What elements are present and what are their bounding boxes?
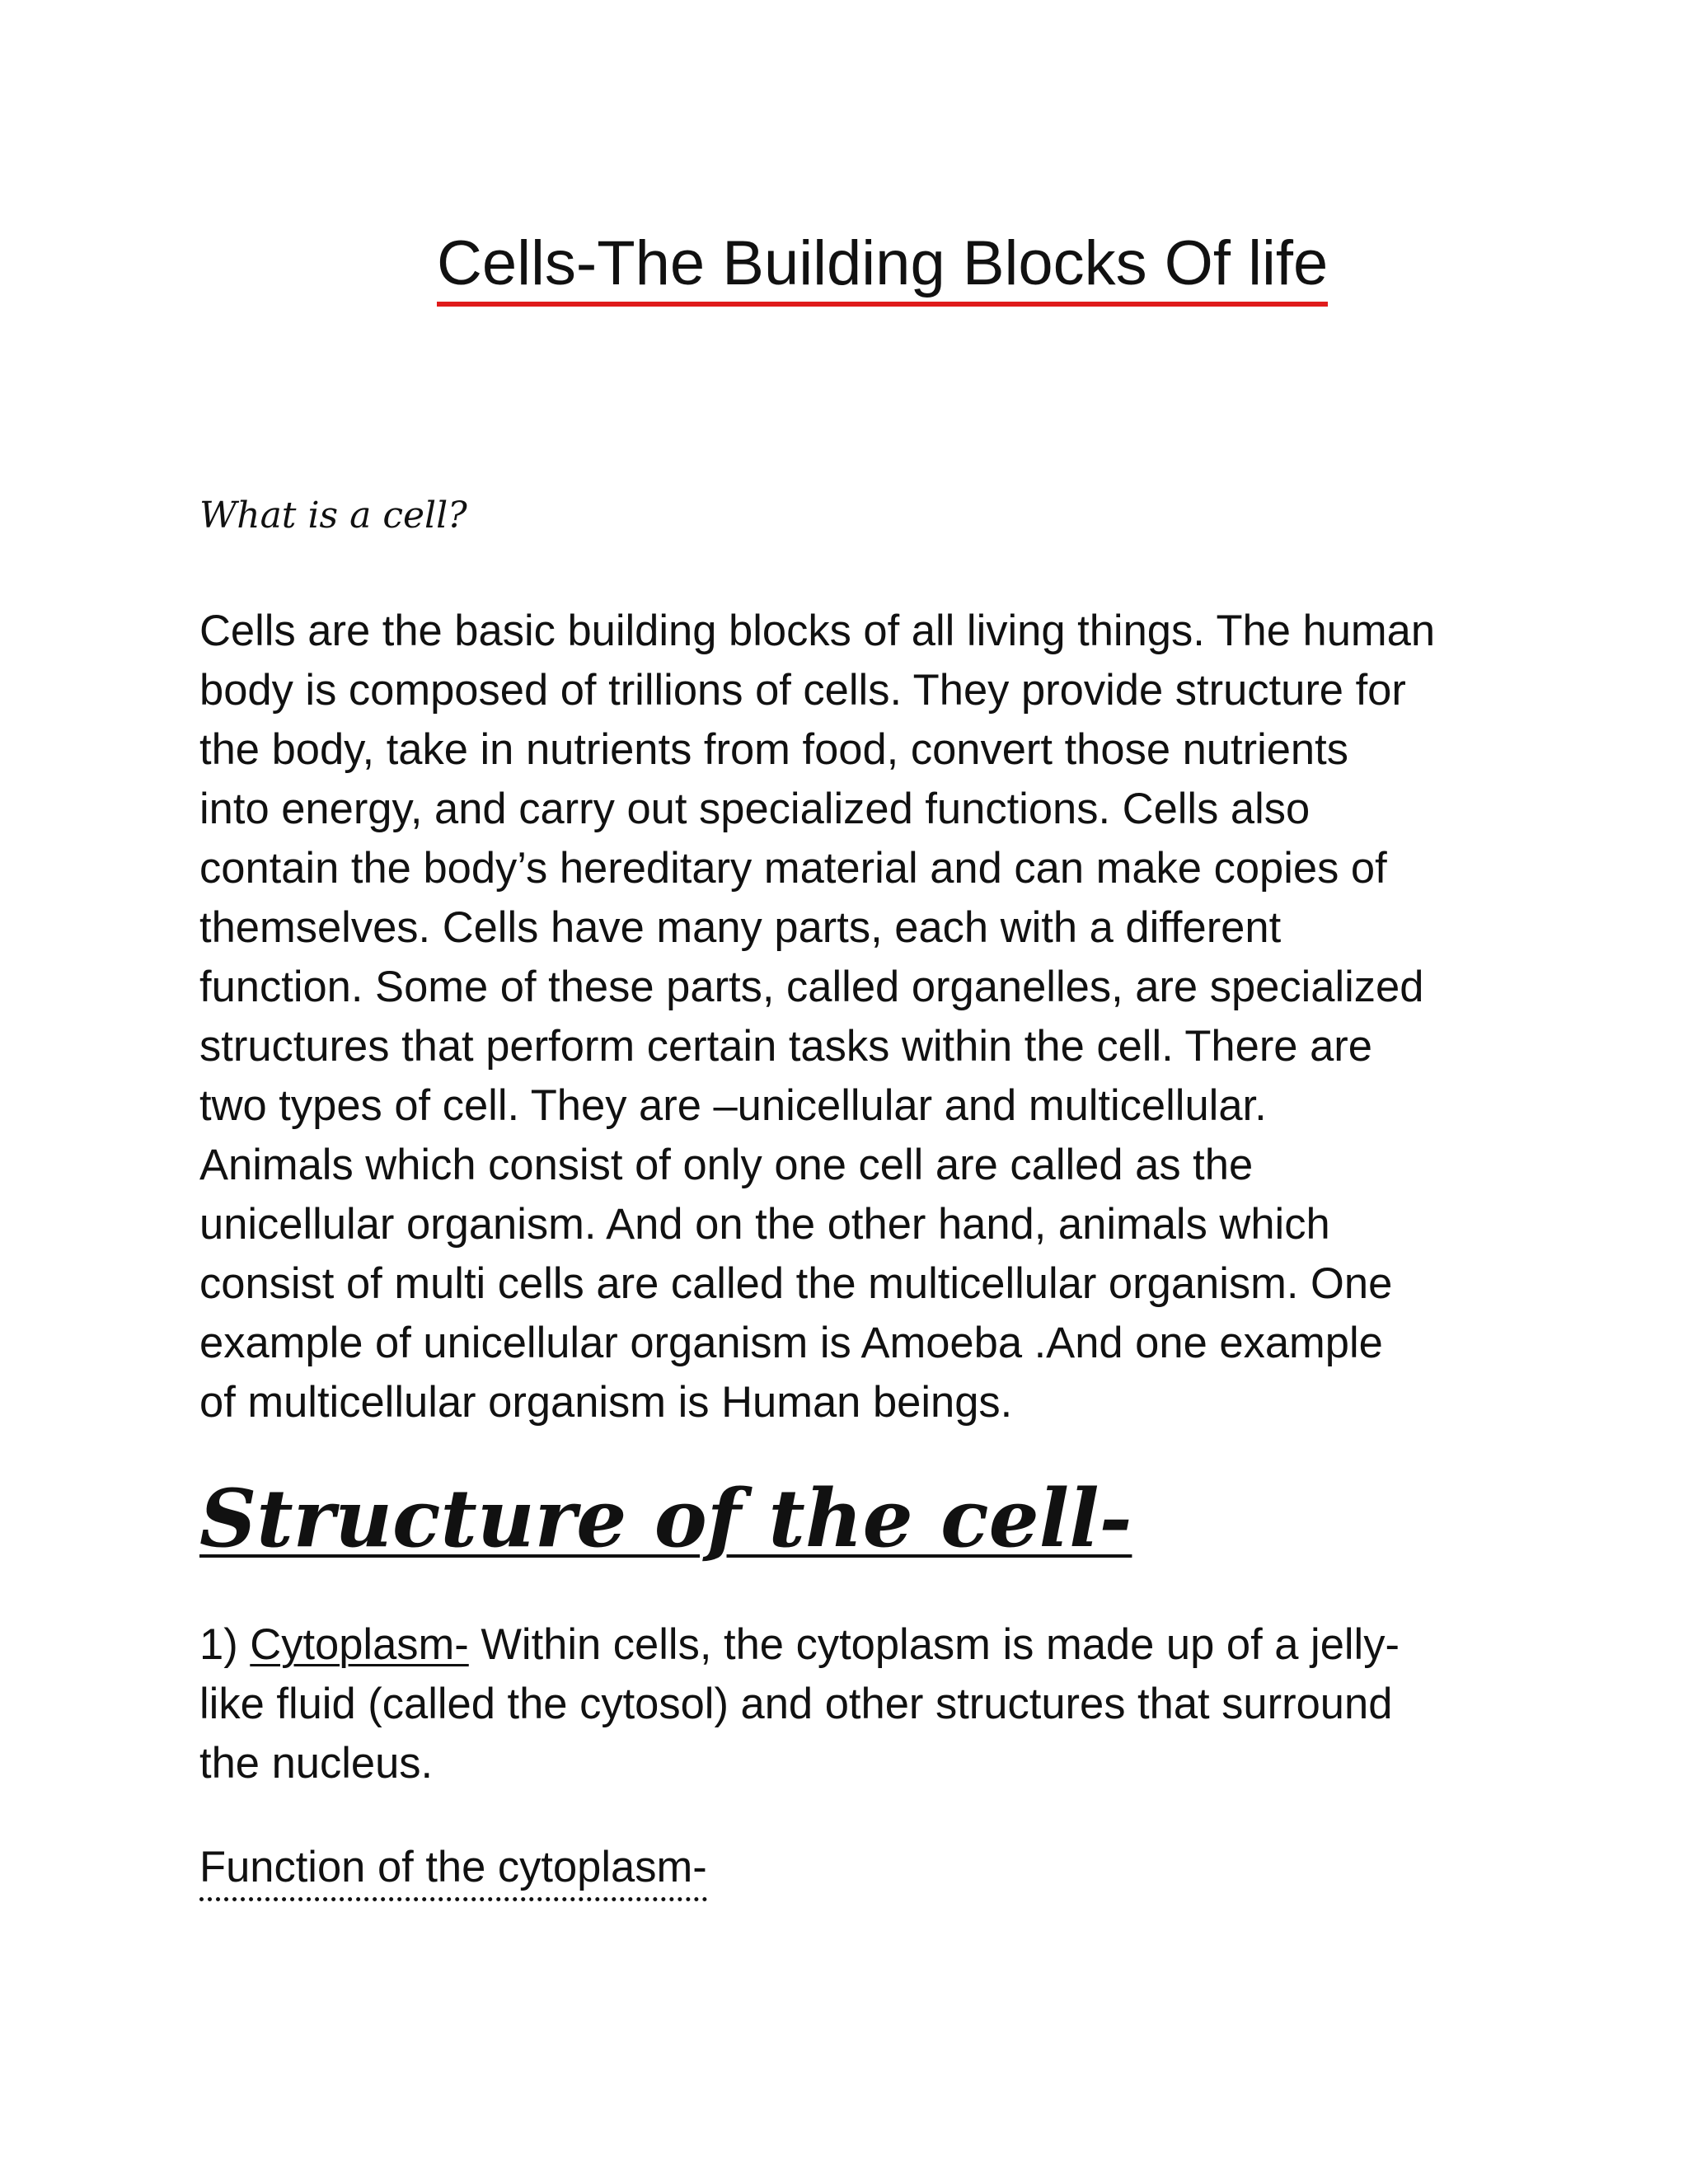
paragraph-line: unicellular organism. And on the other hand, animals which xyxy=(199,1200,1330,1249)
intro-paragraph xyxy=(199,602,1518,1432)
list-number: 1) xyxy=(199,1620,251,1669)
paragraph-line: the body, take in nutrients from food, convert those nutrients xyxy=(199,725,1348,774)
paragraph-line: contain the body’s hereditary material and can make copies of xyxy=(199,844,1387,893)
paragraph-line: two types of cell. They are –unicellular and multicellular. xyxy=(199,1081,1267,1130)
paragraph-line: into energy, and carry out specialized functions. Cells also xyxy=(199,785,1311,833)
cytoplasm-paragraph xyxy=(199,1615,1518,1793)
function-heading: Function of the cytoplasm- xyxy=(199,1838,707,1901)
section-heading: Structure of the cell- xyxy=(199,1472,1132,1565)
paragraph-line: Cells are the basic building blocks of all living things. The human xyxy=(199,607,1436,655)
cytoplasm-term: Cytoplasm- xyxy=(250,1620,469,1669)
paragraph-line: example of unicellular organism is Amoeba .And one example xyxy=(199,1319,1383,1367)
paragraph-line: of multicellular organism is Human beings. xyxy=(199,1378,1013,1427)
paragraph-line: themselves. Cells have many parts, each with a different xyxy=(199,903,1282,952)
question-heading: What is a cell? xyxy=(199,494,467,537)
cytoplasm-line: the nucleus. xyxy=(199,1739,434,1788)
document-title: Cells-The Building Blocks Of life xyxy=(437,229,1328,307)
cytoplasm-line xyxy=(199,1615,1518,1675)
cytoplasm-line: like fluid (called the cytosol) and other structures that surround xyxy=(199,1680,1393,1728)
paragraph-line: body is composed of trillions of cells. They provide structure for xyxy=(199,666,1406,715)
paragraph-line: function. Some of these parts, called organelles, are specialized xyxy=(199,963,1424,1011)
cytoplasm-text: Within cells, the cytoplasm is made up of a jelly- xyxy=(468,1620,1400,1669)
paragraph-line: Animals which consist of only one cell are called as the xyxy=(199,1141,1254,1189)
paragraph-line: structures that perform certain tasks within the cell. There are xyxy=(199,1022,1372,1071)
paragraph-line: consist of multi cells are called the multicellular organism. One xyxy=(199,1259,1393,1308)
